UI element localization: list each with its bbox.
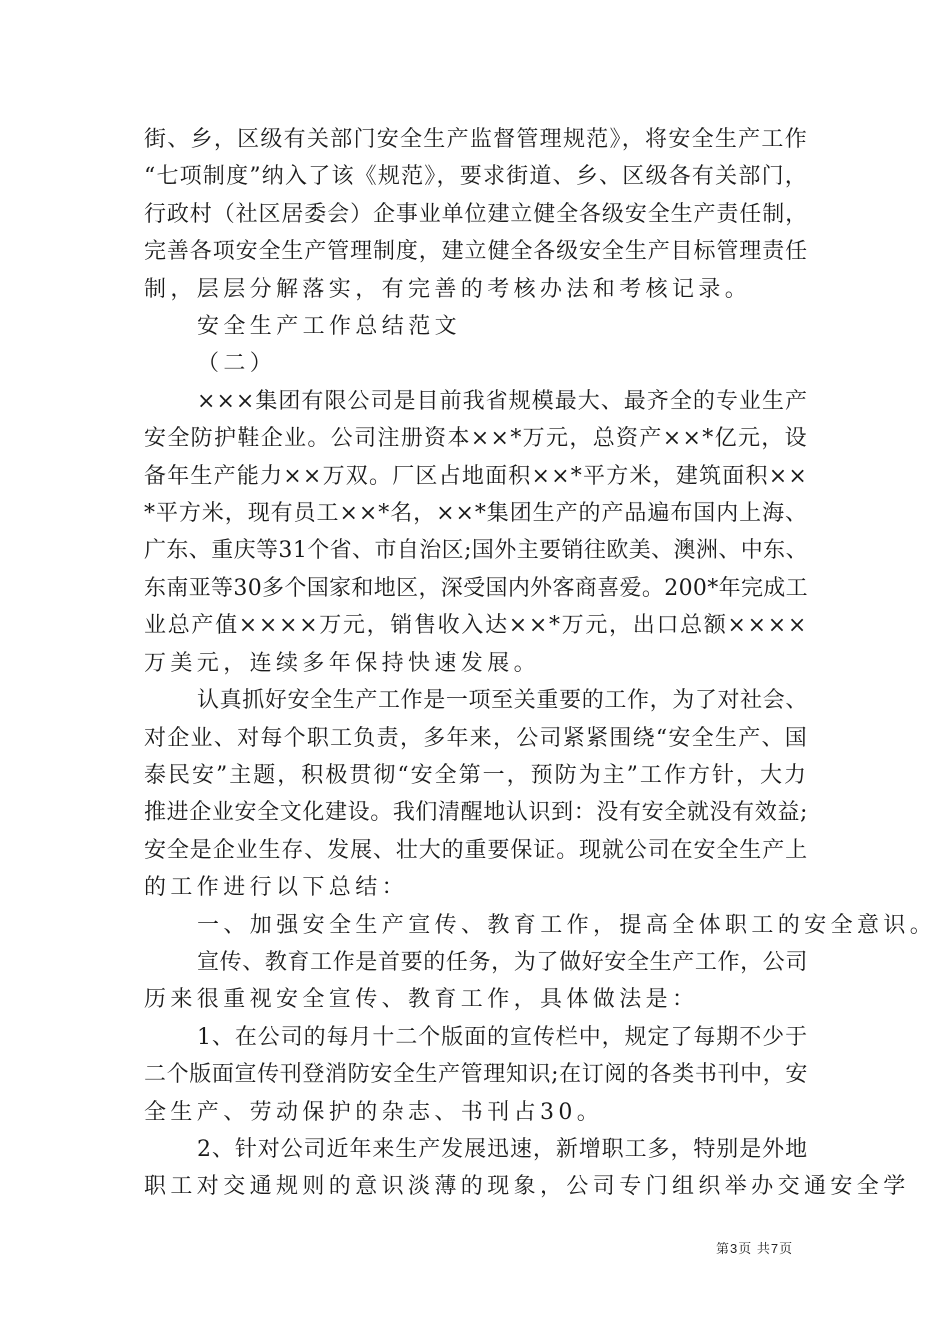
text-line: *平方米，现有员工××*名，××*集团生产的产品遍布国内上海、 [144, 501, 808, 527]
text-line: 全生产、劳动保护的杂志、书刊占30。 [144, 1099, 604, 1125]
text-line: 万美元，连续多年保持快速发展。 [144, 650, 541, 676]
text-line: ×××集团有限公司是目前我省规模最大、最齐全的专业生产 [197, 388, 808, 414]
document-body [144, 121, 937, 1206]
text-line: 一、加强安全生产宣传、教育工作，提高全体职工的安全意识。 [197, 912, 937, 938]
text-line: 1、在公司的每月十二个版面的宣传栏中，规定了每期不少于 [197, 1024, 808, 1050]
text-line: 职工对交通规则的意识淡薄的现象，公司专门组织举办交通安全学 [144, 1174, 910, 1200]
text-line: 东南亚等30多个国家和地区，深受国内外客商喜爱。200*年完成工 [144, 575, 808, 601]
text-line: 2、针对公司近年来生产发展迅速，新增职工多，特别是外地 [197, 1136, 808, 1162]
text-line: 历来很重视安全宣传、教育工作，具体做法是： [144, 987, 699, 1013]
text-line: 安全防护鞋企业。公司注册资本××*万元，总资产××*亿元，设 [144, 426, 808, 452]
text-line: 安全生产工作总结范文 [197, 314, 462, 340]
text-line: 泰民安”主题，积极贯彻“安全第一，预防为主”工作方针，大力 [144, 762, 808, 788]
text-line: 业总产值××××万元，销售收入达××*万元，出口总额×××× [144, 613, 808, 639]
text-line: 行政村（社区居委会）企事业单位建立健全各级安全生产责任制， [144, 201, 808, 227]
text-line: 安全是企业生存、发展、壮大的重要保证。现就公司在安全生产上 [144, 837, 808, 863]
text-line: 推进企业安全文化建设。我们清醒地认识到：没有安全就没有效益; [144, 800, 808, 826]
text-line: 二个版面宣传刊登消防安全生产管理知识;在订阅的各类书刊中，安 [144, 1062, 808, 1088]
text-line: 制，层层分解落实，有完善的考核办法和考核记录。 [144, 276, 752, 302]
text-line: 的工作进行以下总结： [144, 875, 409, 901]
text-line: “七项制度”纳入了该《规范》，要求街道、乡、区级各有关部门， [144, 164, 808, 190]
text-line: （二） [197, 351, 277, 377]
text-line: 街、乡，区级有关部门安全生产监督管理规范》，将安全生产工作 [144, 127, 808, 152]
text-line: 广东、重庆等31个省、市自治区;国外主要销往欧美、澳洲、中东、 [144, 538, 808, 564]
text-line: 对企业、对每个职工负责，多年来，公司紧紧围绕“安全生产、国 [144, 725, 808, 751]
page-number: 第3页 共7页 [716, 1241, 794, 1256]
text-line: 宣传、教育工作是首要的任务，为了做好安全生产工作，公司 [197, 949, 808, 975]
text-line: 完善各项安全生产管理制度，建立健全各级安全生产目标管理责任 [144, 239, 808, 265]
text-line: 认真抓好安全生产工作是一项至关重要的工作，为了对社会、 [197, 688, 808, 714]
text-line: 备年生产能力××万双。厂区占地面积××*平方米，建筑面积×× [144, 463, 808, 489]
